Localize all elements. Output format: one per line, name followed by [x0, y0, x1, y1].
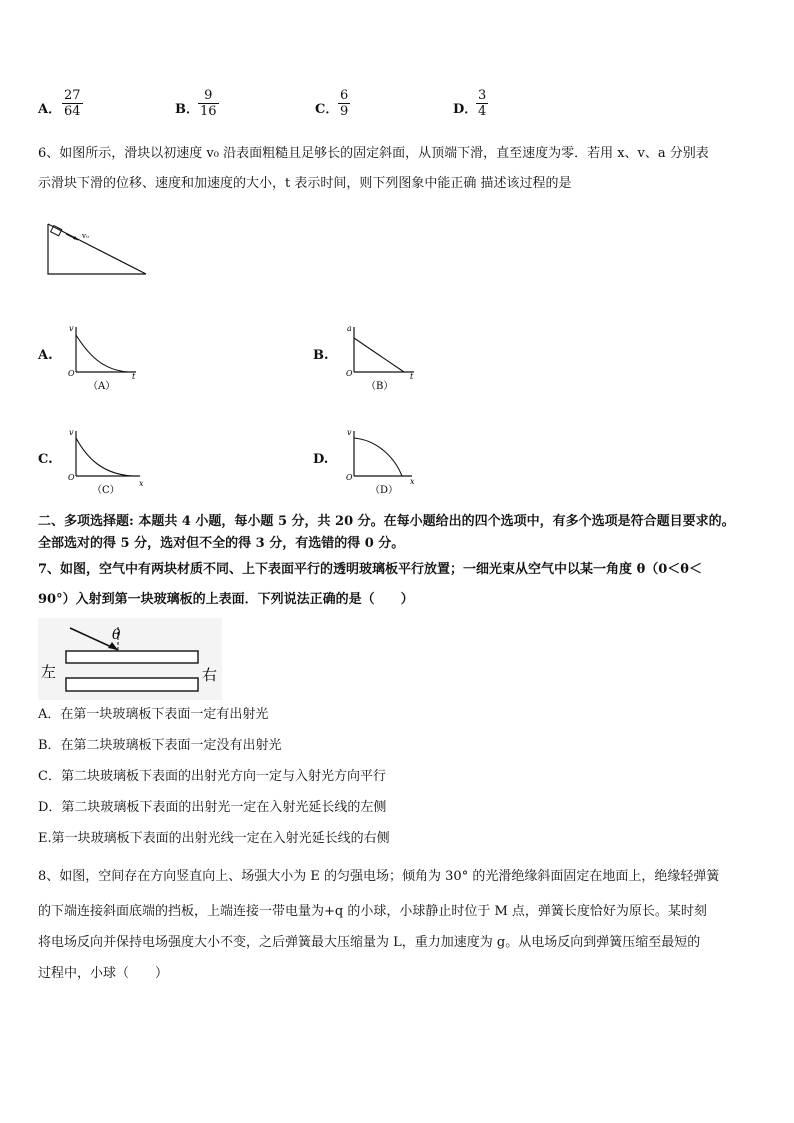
q6-graph-b-y-label: a: [347, 324, 352, 333]
section2-heading-line1: 二、多项选择题: 本题共 4 小题，每小题 5 分，共 20 分。在每小题给出的四个选项中，有多个选项是符合题目要求的。: [38, 514, 735, 529]
q7-option-b: B．在第二块玻璃板下表面一定没有出射光: [38, 738, 282, 753]
q6-graph-d: [340, 426, 428, 498]
q6-option-b-label: B.: [313, 348, 329, 363]
q6-graph-b-caption: （B）: [366, 381, 394, 392]
q6-graph-c-curve: [76, 438, 132, 476]
q6-option-c-label: C.: [38, 452, 53, 467]
q8-text-line3: 将电场反向并保持电场强度大小不变，之后弹簧最大压缩量为 L，重力加速度为 g。从电场反向到弹簧压缩至最短的: [38, 935, 701, 950]
q6-graph-c: [62, 426, 150, 498]
q7-text-line2: 90°）入射到第一块玻璃板的上表面．下列说法正确的是（ ）: [38, 592, 414, 607]
q7-option-c: C．第二块玻璃板下表面的出射光方向一定与入射光方向平行: [38, 769, 386, 784]
q6-graph-c-x-label: x: [139, 479, 144, 488]
q6-graph-d-y-label: v: [347, 428, 352, 437]
q5-option-c-denominator: 9: [340, 104, 349, 119]
q7-option-e: E.第一块玻璃板下表面的出射光线一定在入射光延长线的右侧: [38, 831, 390, 846]
q5-option-a-fraction: [62, 88, 83, 119]
q7-option-d: D．第二块玻璃板下表面的出射光一定在入射光延长线的左侧: [38, 800, 387, 815]
q5-option-d-denominator: 4: [478, 104, 487, 119]
q5-option-c-fraction: [338, 88, 350, 119]
q6-graph-d-caption: （D）: [370, 485, 399, 496]
q6-graph-c-caption: （C）: [92, 485, 120, 496]
q5-option-b-label: B．: [175, 102, 199, 117]
q6-graph-b: [340, 322, 422, 394]
q7-first-plate: [66, 651, 198, 663]
q6-graph-c-origin: O: [68, 473, 75, 482]
q8-text-line2: 的下端连接斜面底端的挡板，上端连接一带电量为+q 的小球，小球静止时位于 M 点，弹簧长度恰好为原长。某时刻: [38, 904, 707, 919]
q6-text-line2: 示滑块下滑的位移、速度和加速度的大小，t 表示时间，则下列图象中能正确 描述该过程的是: [38, 176, 572, 191]
q6-text-line1: 6、如图所示，滑块以初速度 v₀ 沿表面粗糙且足够长的固定斜面，从顶端下滑，直至速度为零．若用 x、v、a 分别表: [38, 146, 709, 161]
q6-graph-a-curve: [76, 335, 128, 372]
q6-graph-b-origin: O: [346, 369, 353, 378]
q6-graph-d-curve: [354, 438, 402, 476]
q6-v0-label: v₀: [82, 232, 89, 240]
q6-graph-b-line: [354, 338, 404, 372]
q7-theta-label: θ: [112, 627, 121, 643]
q5-option-a-label: A．: [38, 102, 62, 117]
q5-option-d-numerator: 3: [478, 88, 487, 103]
q6-graph-c-y-label: v: [69, 428, 74, 437]
q7-left-label: 左: [41, 663, 57, 681]
q6-graph-a: [62, 322, 144, 394]
q6-graph-a-caption: （A）: [88, 381, 116, 392]
section2-heading-line2: 全部选对的得 5 分，选对但不全的得 3 分，有选错的得 0 分。: [38, 536, 405, 551]
q7-right-label: 右: [202, 666, 218, 684]
q5-option-d-fraction: [476, 88, 488, 119]
q6-graph-a-origin: O: [68, 369, 75, 378]
q5-option-a-numerator: 27: [64, 88, 81, 103]
q6-option-a-label: A.: [38, 348, 53, 363]
q5-option-c-numerator: 6: [340, 88, 349, 103]
q8-text-line4: 过程中，小球（ ）: [38, 966, 169, 981]
q5-option-c-label: C．: [315, 102, 339, 117]
q6-graph-a-x-label: t: [132, 372, 136, 381]
q6-graph-b-x-label: t: [410, 372, 414, 381]
q5-option-a-denominator: 64: [64, 104, 81, 119]
q5-option-b-denominator: 16: [200, 104, 217, 119]
q7-text-line1: 7、如图，空气中有两块材质不同、上下表面平行的透明玻璃板平行放置；一细光束从空气中以某一角度 θ（0＜θ＜: [38, 562, 702, 577]
q7-second-plate: [66, 678, 198, 691]
q5-option-b-fraction: [198, 88, 219, 119]
q6-incline-figure: [40, 222, 152, 278]
q5-option-d-label: D．: [453, 102, 478, 117]
q6-graph-d-origin: O: [346, 473, 353, 482]
q6-graph-a-y-label: v: [69, 324, 74, 333]
q7-option-a: A．在第一块玻璃板下表面一定有出射光: [38, 707, 269, 722]
q6-graph-d-x-label: x: [410, 477, 415, 486]
q6-option-d-label: D.: [313, 452, 329, 467]
q8-text-line1: 8、如图，空间存在方向竖直向上、场强大小为 E 的匀强电场；倾角为 30° 的光滑绝缘斜面固定在地面上，绝缘轻弹簧: [38, 869, 720, 884]
q5-option-b-numerator: 9: [204, 88, 213, 103]
q7-glass-plates-figure: [38, 618, 222, 700]
